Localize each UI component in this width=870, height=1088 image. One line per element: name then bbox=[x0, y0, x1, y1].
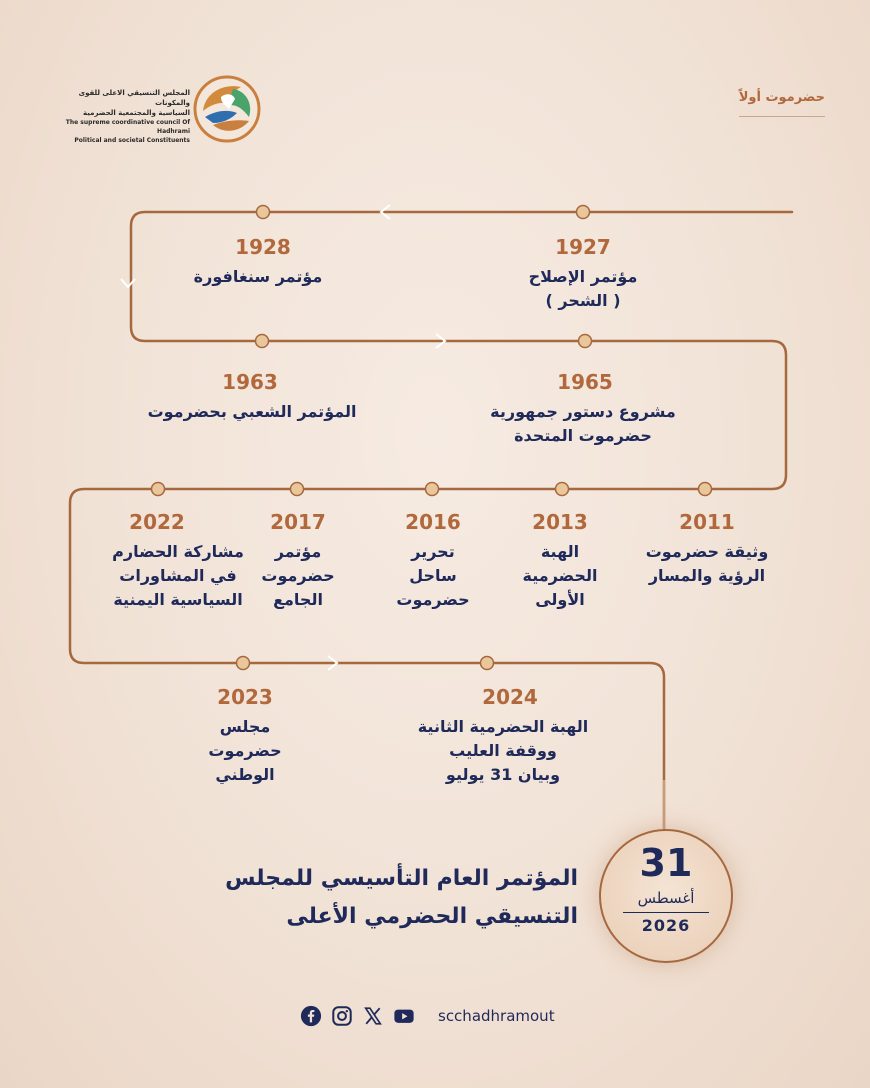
timeline-dot-1927 bbox=[577, 206, 590, 219]
org-name-ar-line2: السياسية والمجتمعية الحضرمية bbox=[83, 109, 190, 117]
timeline-dot-2013 bbox=[556, 483, 569, 496]
event-year-2024: 2024 bbox=[482, 685, 538, 709]
facebook-icon[interactable] bbox=[300, 1005, 322, 1027]
timeline-dot-2011 bbox=[699, 483, 712, 496]
event-year-2013: 2013 bbox=[532, 510, 588, 534]
badge-divider bbox=[623, 912, 709, 913]
event-year-2016: 2016 bbox=[405, 510, 461, 534]
event-label-2024: الهبة الحضرمية الثانية ووقفة العليب وبيان 31 يوليو bbox=[417, 717, 589, 784]
event-label-1965: مشروع دستور جمهورية حضرموت المتحدة bbox=[490, 402, 676, 445]
arrow-down-chevron-icon bbox=[121, 279, 135, 287]
event-label-1963: المؤتمر الشعبي بحضرموت bbox=[147, 402, 357, 421]
event-label-2023: مجلس حضرموت الوطني bbox=[208, 717, 282, 784]
event-label-2013: الهبة الحضرمية الأولى bbox=[522, 542, 598, 609]
youtube-icon[interactable] bbox=[393, 1005, 415, 1027]
timeline-dot-2016 bbox=[426, 483, 439, 496]
timeline-dot-1928 bbox=[257, 206, 270, 219]
instagram-icon[interactable] bbox=[331, 1005, 353, 1027]
event-date-badge bbox=[599, 829, 733, 963]
timeline-dot-2024 bbox=[481, 657, 494, 670]
event-month: أغسطس bbox=[637, 889, 695, 907]
event-year-1965: 1965 bbox=[557, 370, 613, 394]
event-label-1928: مؤتمر سنغافورة bbox=[193, 267, 323, 286]
org-name-en-line1: The supreme coordinative council Of Hadhrami bbox=[65, 119, 190, 135]
event-year-1927: 1927 bbox=[555, 235, 611, 259]
timeline-dot-1963 bbox=[256, 335, 269, 348]
org-name-en-line2: Political and societal Constituents bbox=[74, 137, 190, 144]
event-label-1927: مؤتمر الإصلاح ( الشحر ) bbox=[528, 267, 638, 310]
social-handle[interactable]: scchadhramout bbox=[438, 1007, 555, 1025]
event-year-2023: 2023 bbox=[217, 685, 273, 709]
event-year-1928: 1928 bbox=[235, 235, 291, 259]
event-label-2017: مؤتمر حضرموت الجامع bbox=[261, 542, 335, 609]
event-year-2011: 2011 bbox=[679, 510, 735, 534]
event-year: 2026 bbox=[641, 916, 691, 935]
timeline-dot-1965 bbox=[579, 335, 592, 348]
timeline-dot-2017 bbox=[291, 483, 304, 496]
social-links bbox=[300, 1003, 555, 1029]
timeline-dot-2022 bbox=[152, 483, 165, 496]
event-label-2022: مشاركة الحضارم في المشاورات السياسية اليمنية bbox=[112, 542, 244, 609]
brand-title: حضرموت أولاً bbox=[738, 90, 825, 105]
event-year-2017: 2017 bbox=[270, 510, 326, 534]
event-title: المؤتمر العام التأسيسي للمجلس التنسيقي الحضرمي الأعلى bbox=[225, 866, 578, 929]
timeline-dot-2023 bbox=[237, 657, 250, 670]
event-day: 31 bbox=[639, 841, 693, 885]
event-label-2016: تحرير ساحل حضرموت bbox=[396, 542, 470, 609]
org-name-ar-line1: المجلس التنسيقي الاعلى للقوى والمكونات bbox=[78, 89, 190, 107]
event-year-1963: 1963 bbox=[222, 370, 278, 394]
x-icon[interactable] bbox=[362, 1005, 384, 1027]
event-label-2011: وثيقة حضرموت الرؤية والمسار bbox=[645, 542, 769, 585]
event-year-2022: 2022 bbox=[129, 510, 185, 534]
